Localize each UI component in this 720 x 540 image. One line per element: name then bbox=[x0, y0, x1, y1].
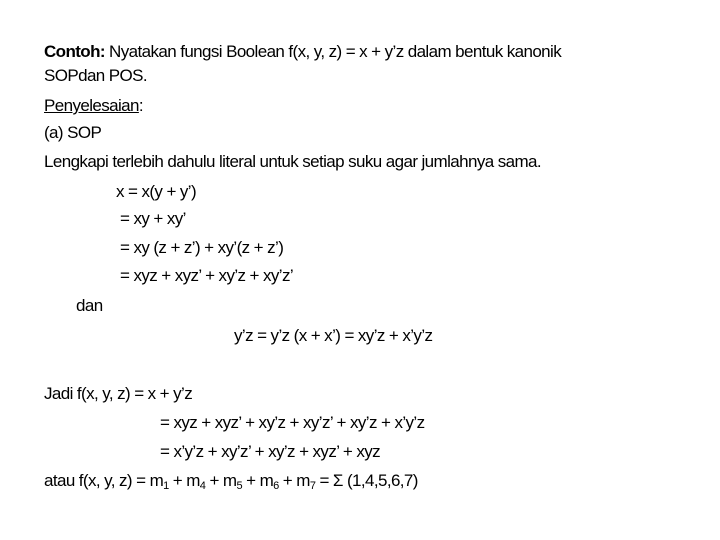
example-statement-cont: SOPdan POS. bbox=[44, 66, 148, 85]
result-line-3: = x’y’z + xy’z’ + xy’z + xyz’ + xyz bbox=[160, 442, 381, 461]
minterm-1: $m_1$ bbox=[149, 471, 169, 492]
sop-step-4: = xyz + xyz’ + xy’z + xy’z’ bbox=[120, 266, 294, 285]
minterm-4: $m_4$ bbox=[186, 471, 206, 492]
solution-colon: : bbox=[138, 96, 143, 115]
sop-instruction: Lengkapi terlebih dahulu literal untuk setiap suku agar jumlahnya sama. bbox=[44, 152, 542, 171]
yz-expansion: y’z = y’z (x + x’) = xy’z + x’y’z bbox=[234, 326, 433, 345]
example-statement: Nyatakan fungsi Boolean f(x, y, z) = x + y’z dalam bentuk kanonik bbox=[104, 42, 562, 61]
sop-step-3: = xy (z + z’) + xy’(z + z’) bbox=[120, 238, 284, 257]
sop-heading: (a) SOP bbox=[44, 123, 102, 142]
minterm-5: $m_5$ bbox=[222, 471, 242, 492]
example-label: Contoh: bbox=[44, 42, 105, 61]
result-line-2: = xyz + xyz’ + xy’z + xy’z’ + xy’z + x’y’z bbox=[160, 413, 425, 432]
example-intro-line bbox=[44, 42, 561, 62]
atau-prefix: atau f(x, y, z) = bbox=[44, 471, 150, 490]
minterm-7: $m_7$ bbox=[296, 471, 316, 492]
sigma-notation: = Σ (1,4,5,6,7) bbox=[319, 471, 418, 490]
solution-heading: Penyelesaian bbox=[44, 96, 139, 115]
solution-heading-line bbox=[44, 96, 143, 116]
minterm-6: $m_6$ bbox=[259, 471, 279, 492]
sop-step-1: x = x(y + y’) bbox=[116, 182, 197, 201]
result-line-1: Jadi f(x, y, z) = x + y’z bbox=[44, 384, 193, 403]
sop-step-2: = xy + xy’ bbox=[120, 209, 186, 228]
dan-label: dan bbox=[76, 296, 103, 315]
result-line-4: atau f(x, y, $z) = m_1 + m_4 + m_5 + m_6 + m_7 = \Sigma$ (1,4,5,6,7) bbox=[44, 471, 418, 492]
